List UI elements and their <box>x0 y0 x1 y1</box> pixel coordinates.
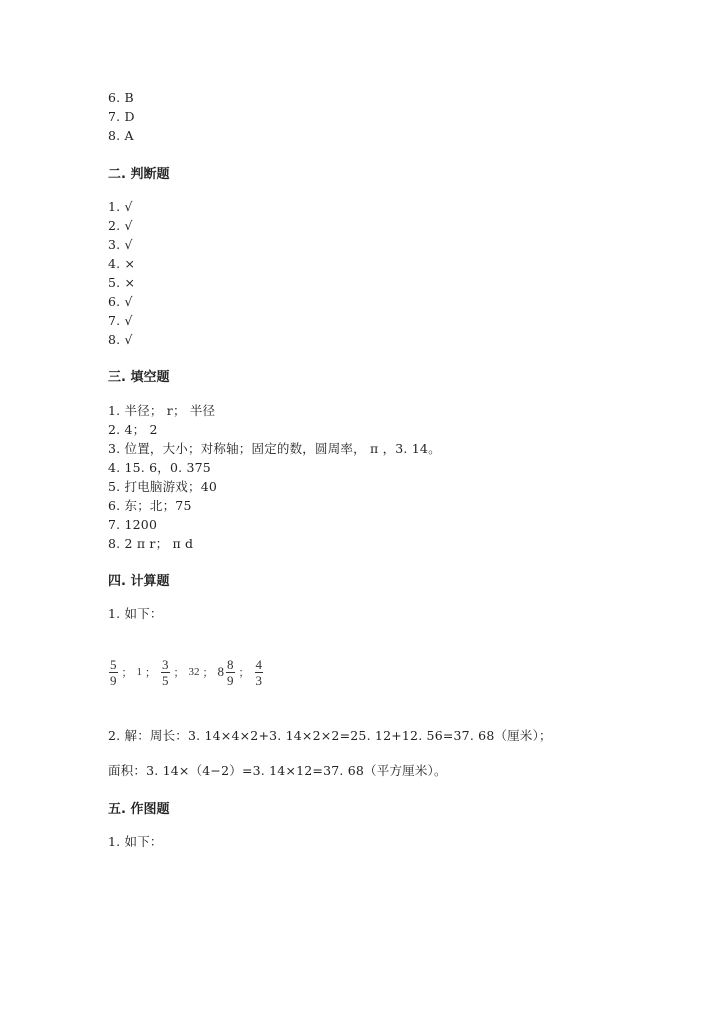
numerator: 3 <box>162 656 169 672</box>
separator: ； <box>238 667 250 679</box>
judge-item: 5. × <box>108 275 136 290</box>
integer-result: 32 <box>188 666 200 678</box>
denominator: 3 <box>255 672 262 688</box>
denominator: 9 <box>227 672 234 688</box>
numerator: 8 <box>227 656 234 672</box>
denominator: 5 <box>162 672 169 688</box>
calc-item-2-perimeter: 2. 解：周长：3. 14×4×2+3. 14×2×2=25. 12+12. 56=37. 68（厘米）； <box>108 728 552 743</box>
fill-item: 7. 1200 <box>108 517 158 532</box>
judge-item: 4. × <box>108 256 136 271</box>
fill-item: 3. 位置，大小；对称轴；固定的数，圆周率， π ，3. 14。 <box>108 441 441 456</box>
denominator: 9 <box>110 672 117 688</box>
calc-item-2-area: 面积：3. 14×（4−2）=3. 14×12=37. 68（平方厘米）。 <box>108 763 447 778</box>
fraction <box>255 657 264 688</box>
choice-answer-8: 8. A <box>108 128 134 143</box>
section-title-judge: 二. 判断题 <box>108 167 170 182</box>
judge-item: 6. √ <box>108 294 133 309</box>
section-title-calc: 四. 计算题 <box>108 574 170 589</box>
fraction <box>226 657 235 688</box>
section-title-draw: 五. 作图题 <box>108 802 170 817</box>
judge-item: 3. √ <box>108 237 133 252</box>
separator: ； <box>202 667 214 679</box>
fraction <box>161 657 170 688</box>
fill-item: 1. 半径； r； 半径 <box>108 403 216 418</box>
choice-answer-7: 7. D <box>108 109 135 124</box>
calc-result-image <box>108 652 264 692</box>
draw-item-1-label: 1. 如下： <box>108 834 163 849</box>
choice-answer-6: 6. B <box>108 90 134 105</box>
separator: ； <box>173 667 185 679</box>
judge-item: 8. √ <box>108 332 133 347</box>
mixed-number-whole: 8 <box>217 664 224 679</box>
judge-item: 2. √ <box>108 218 133 233</box>
integer-result: 1 <box>136 666 142 678</box>
calc-item-1-label: 1. 如下： <box>108 606 163 621</box>
fill-item: 4. 15. 6，0. 375 <box>108 460 211 475</box>
fill-item: 8. 2 π r； π d <box>108 536 194 551</box>
fill-item: 5. 打电脑游戏；40 <box>108 479 218 494</box>
fill-item: 2. 4； 2 <box>108 422 158 437</box>
section-title-fill: 三. 填空题 <box>108 370 170 385</box>
fill-item: 6. 东；北；75 <box>108 498 192 513</box>
separator: ； <box>121 667 133 679</box>
fraction <box>109 657 118 688</box>
numerator: 4 <box>255 656 262 672</box>
numerator: 5 <box>110 656 117 672</box>
judge-item: 7. √ <box>108 313 133 328</box>
separator: ； <box>145 667 156 679</box>
judge-item: 1. √ <box>108 199 133 214</box>
